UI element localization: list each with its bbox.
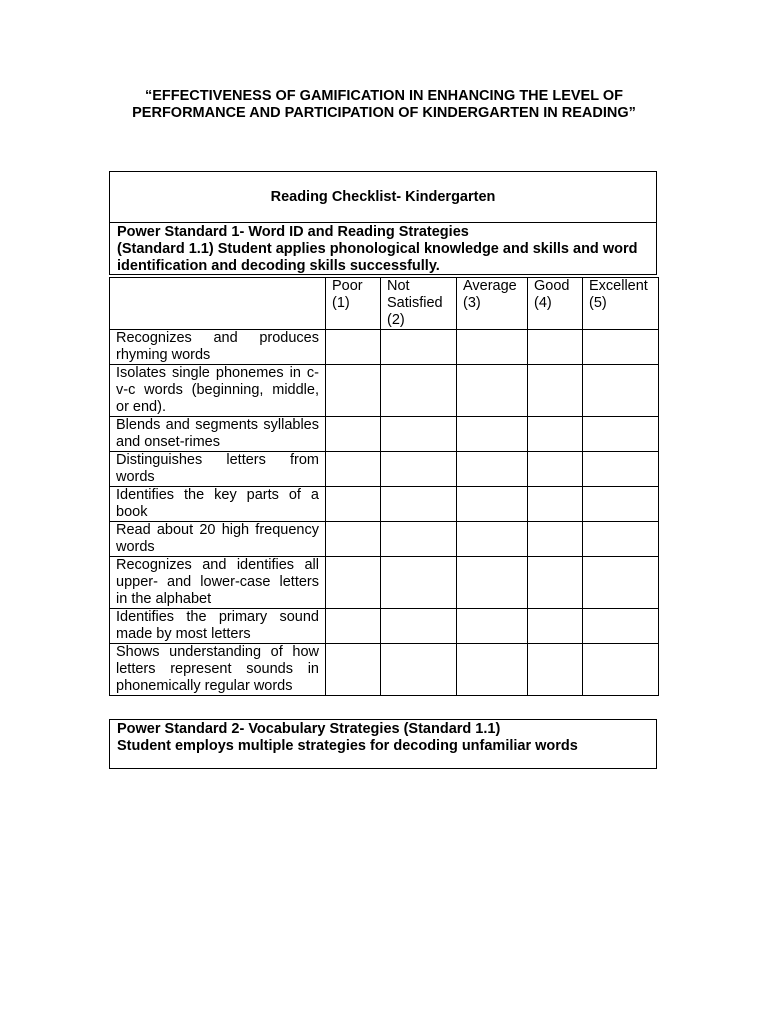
rating-cell[interactable] [326,487,381,522]
rating-cell[interactable] [528,365,583,417]
rating-cell[interactable] [583,609,659,644]
skill-header-cell [110,278,326,330]
skill-cell: Shows understanding of how letters represent sounds in phonemically regular words [110,644,326,696]
rating-cell[interactable] [326,330,381,365]
rating-cell[interactable] [326,644,381,696]
skill-cell: Read about 20 high frequency words [110,522,326,557]
column-header-average: Average (3) [457,278,528,330]
header-row [110,278,659,330]
skill-cell: Recognizes and produces rhyming words [110,330,326,365]
rating-cell[interactable] [381,452,457,487]
skill-cell: Distinguishes letters from words [110,452,326,487]
rating-cell[interactable] [381,487,457,522]
rating-cell[interactable] [457,487,528,522]
standard-1-heading: Power Standard 1- Word ID and Reading Strategies [117,224,469,240]
skill-cell: Recognizes and identifies all upper- and lower-case letters in the alphabet [110,557,326,609]
rating-cell[interactable] [326,365,381,417]
rating-cell[interactable] [381,417,457,452]
rating-cell[interactable] [457,365,528,417]
rating-cell[interactable] [528,330,583,365]
rating-cell[interactable] [528,609,583,644]
table-row [110,644,659,696]
rating-cell[interactable] [326,417,381,452]
rating-cell[interactable] [457,522,528,557]
rating-cell[interactable] [528,417,583,452]
rating-cell[interactable] [528,644,583,696]
column-header-good: Good (4) [528,278,583,330]
skill-cell: Identifies the primary sound made by most letters [110,609,326,644]
table-row [110,365,659,417]
rating-cell[interactable] [528,557,583,609]
document-title: “EFFECTIVENESS OF GAMIFICATION IN ENHANCING THE LEVEL OF PERFORMANCE AND PARTICIPATION OF KINDERGARTEN IN READING” [132,88,636,121]
standard-1-box [109,171,657,275]
standard-2-heading: Power Standard 2- Vocabulary Strategies (Standard 1.1) [117,721,501,737]
rating-cell[interactable] [583,487,659,522]
column-header-poor: Poor (1) [326,278,381,330]
table-row [110,417,659,452]
skill-cell: Isolates single phonemes in c-v-c words (beginning, middle, or end). [110,365,326,417]
rating-cell[interactable] [326,522,381,557]
rating-cell[interactable] [528,487,583,522]
rating-cell[interactable] [381,644,457,696]
standard-1-text [110,223,656,275]
rating-cell[interactable] [381,522,457,557]
rating-cell[interactable] [326,452,381,487]
standard-1-description: (Standard 1.1) Student applies phonological knowledge and skills and word identification and decoding skills successfully. [117,241,638,274]
table-row [110,452,659,487]
column-header-not-satisfied: Not Satisfied (2) [381,278,457,330]
rating-cell[interactable] [457,417,528,452]
checklist-title: Reading Checklist- Kindergarten [110,172,656,223]
rating-cell[interactable] [457,644,528,696]
rating-cell[interactable] [528,522,583,557]
rating-cell[interactable] [326,609,381,644]
standard-2-description: Student employs multiple strategies for decoding unfamiliar words [117,738,578,754]
rating-cell[interactable] [381,609,457,644]
rating-cell[interactable] [457,330,528,365]
table-row [110,487,659,522]
table-row [110,557,659,609]
table-row [110,522,659,557]
rating-cell[interactable] [583,557,659,609]
standard-2-text [110,720,656,755]
standard-2-box [109,719,657,769]
rating-cell[interactable] [457,609,528,644]
rating-cell[interactable] [583,522,659,557]
rating-cell[interactable] [326,557,381,609]
column-header-excellent: Excellent (5) [583,278,659,330]
rating-cell[interactable] [381,365,457,417]
rating-cell[interactable] [583,452,659,487]
rating-cell[interactable] [583,644,659,696]
rating-cell[interactable] [457,557,528,609]
rating-cell[interactable] [583,365,659,417]
table-row [110,609,659,644]
rating-cell[interactable] [457,452,528,487]
table-row [110,330,659,365]
skill-cell: Identifies the key parts of a book [110,487,326,522]
skill-cell: Blends and segments syllables and onset-rimes [110,417,326,452]
rating-cell[interactable] [583,330,659,365]
checklist-table [109,277,659,696]
rating-cell[interactable] [528,452,583,487]
rating-cell[interactable] [381,330,457,365]
rating-cell[interactable] [381,557,457,609]
rating-cell[interactable] [583,417,659,452]
